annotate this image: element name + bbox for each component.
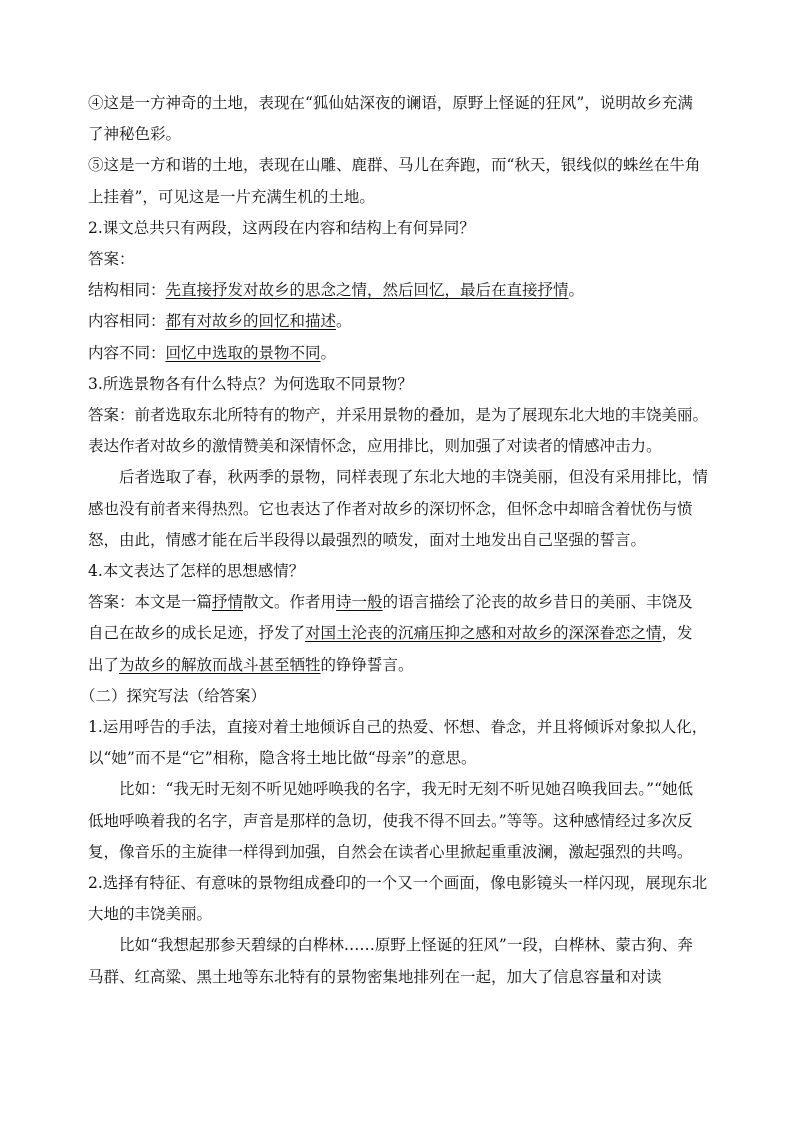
structure-same-answer xyxy=(88,275,708,306)
structure-same-underlined: 先直接抒发对故乡的思念之情，然后回忆，最后在直接抒情 xyxy=(165,281,569,300)
writing-method-2-example xyxy=(88,930,708,992)
content-different-ending: 。 xyxy=(320,343,337,362)
answer-label xyxy=(88,244,708,275)
answer-4-part-5: 的铮铮誓言。 xyxy=(320,655,414,674)
writing-method-2-text: 2.选择有特征、有意味的景物组成叠印的一个又一个画面，像电影镜头一样闪现，展现东北大地的丰饶美丽。 xyxy=(88,874,708,924)
structure-same-label: 结构相同： xyxy=(88,281,166,300)
question-3-text: 3.所选景物各有什么特点？为何选取不同景物？ xyxy=(88,374,413,393)
answer-4-underlined-feeling: 对国土沦丧的沉痛压抑之感和对故乡的深深眷恋之情 xyxy=(305,624,662,643)
answer-label-text: 答案： xyxy=(88,250,135,269)
writing-method-2 xyxy=(88,868,708,930)
answer-4-part-4: ，发出了 xyxy=(88,624,693,674)
paragraph-point-4 xyxy=(88,88,708,150)
answer-4-underlined-lyrical: 抒情 xyxy=(212,593,244,612)
question-4 xyxy=(88,556,708,587)
answer-3-second-text: 后者选取了春，秋两季的景物，同样表现了东北大地的丰饶美丽，但没有采用排比，情感也没有前者来得热烈。它也表达了作者对故乡的深切怀念，但怀念中却暗含着忧伤与愤怒，由此，情感才能在后半段得以最强烈的喷发，面对土地发出自己坚强的誓言。 xyxy=(88,468,709,549)
answer-4-part-2: 散文。作者用 xyxy=(243,593,337,612)
question-2 xyxy=(88,213,708,244)
answer-3-second xyxy=(88,462,708,556)
section-2-title xyxy=(80,681,708,712)
answer-4-part-1: 答案：本文是一篇 xyxy=(88,593,213,612)
answer-3-first-text: 答案：前者选取东北所特有的物产，并采用景物的叠加，是为了展现东北大地的丰饶美丽。表达作者对故乡的激情赞美和深情怀念，应用排比，则加强了对读者的情感冲击力。 xyxy=(88,406,709,456)
content-different-underlined: 回忆中选取的景物不同 xyxy=(165,343,321,362)
content-same-label: 内容相同： xyxy=(88,312,166,331)
content-different-answer xyxy=(88,338,708,369)
question-3 xyxy=(88,369,708,400)
document-page xyxy=(80,88,709,993)
answer-4-underlined-oath: 为故乡的解放而战斗甚至牺牲 xyxy=(119,655,321,674)
writing-method-2-example-text: 比如“我想起那参天碧绿的白桦林……原野上怪诞的狂风”一段，白桦林、蒙古狗、奔马群、红高粱、黑土地等东北特有的景物密集地排列在一起，加大了信息容量和对读 xyxy=(88,936,693,986)
section-2-title-text: （二）探究写法（给答案） xyxy=(80,686,267,705)
content-same-underlined: 都有对故乡的回忆和描述 xyxy=(165,312,337,331)
question-4-text: 4.本文表达了怎样的思想感情？ xyxy=(88,562,305,581)
content-same-answer xyxy=(88,306,708,337)
writing-method-1-example xyxy=(88,774,708,868)
writing-method-1-example-text: 比如：“我无时无刻不听见她呼唤我的名字，我无时无刻不听见她召唤我回去。”“她低低地呼唤着我的名字，声音是那样的急切，使我不得不回去。”等等。这种感情经过多次反复，像音乐的主旋律一样得到加强，自然会在读者心里掀起重重波澜，激起强烈的共鸣。 xyxy=(88,780,694,861)
answer-4-part-3: 的语言描绘了沦丧的故乡昔日的美丽、丰饶及自己在故乡的成长足迹，抒发了 xyxy=(88,593,693,643)
content-different-label: 内容不同： xyxy=(88,343,166,362)
point-4-text: ④这是一方神奇的土地，表现在“狐仙姑深夜的谰语，原野上怪诞的狂风”，说明故乡充满了神秘色彩。 xyxy=(88,94,693,144)
question-2-text: 2.课文总共只有两段，这两段在内容和结构上有何异同？ xyxy=(88,218,475,237)
structure-same-ending: 。 xyxy=(568,281,585,300)
content-same-ending: 。 xyxy=(336,312,352,331)
paragraph-point-5 xyxy=(88,150,708,212)
answer-3-first xyxy=(88,400,708,462)
answer-4 xyxy=(88,587,708,681)
writing-method-1 xyxy=(88,712,708,774)
writing-method-1-text: 1.运用呼告的手法，直接对着土地倾诉自己的热爱、怀想、眷念，并且将倾诉对象拟人化，以“她”而不是“它”相称，隐含将土地比做“母亲”的意思。 xyxy=(88,718,708,768)
point-5-text: ⑤这是一方和谐的土地，表现在山雕、鹿群、马儿在奔跑，而“秋天，银线似的蛛丝在牛角上挂着”，可见这是一片充满生机的土地。 xyxy=(88,156,701,206)
answer-4-underlined-poetic: 诗一般 xyxy=(336,593,383,612)
